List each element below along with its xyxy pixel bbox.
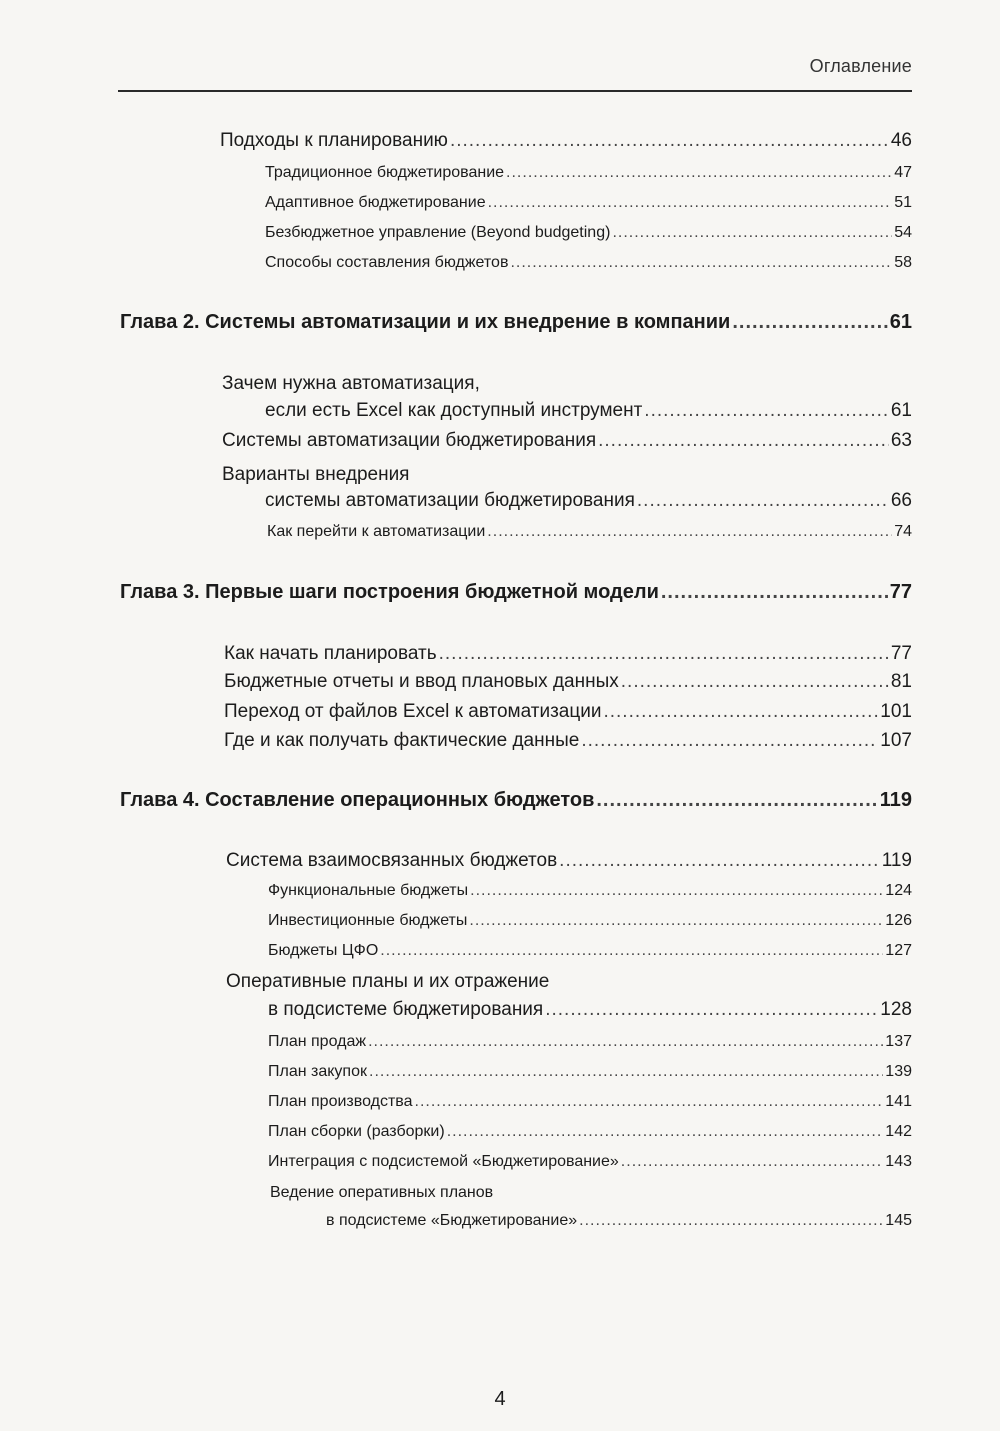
dot-leader — [621, 1153, 884, 1171]
toc-entry[interactable] — [268, 1033, 912, 1051]
toc-chapter-title: Глава 4. Составление операционных бюджетов — [120, 789, 595, 811]
toc-entry-title: Функциональные бюджеты — [268, 882, 469, 899]
toc-entry[interactable] — [268, 912, 912, 930]
toc-entry-title: План закупок — [268, 1063, 367, 1080]
toc-entry[interactable] — [224, 671, 912, 693]
toc-entry[interactable] — [268, 1063, 912, 1081]
dot-leader — [450, 130, 889, 152]
toc-entry-page: 141 — [885, 1093, 912, 1110]
toc-entry[interactable] — [265, 224, 912, 242]
toc-entry-page: 54 — [894, 224, 912, 241]
toc-entry-page: 127 — [885, 942, 912, 959]
toc-entry-title: Инвестиционные бюджеты — [268, 912, 468, 929]
dot-leader — [439, 643, 889, 665]
toc-entry-title-line[interactable]: Ведение оперативных планов — [270, 1184, 494, 1201]
toc-entry[interactable] — [265, 254, 912, 272]
toc-entry-title-line[interactable]: Зачем нужна автоматизация, — [222, 373, 480, 394]
toc-entry-title-line[interactable]: Оперативные планы и их отражение — [226, 971, 550, 992]
dot-leader — [581, 730, 878, 752]
toc-entry-title: План продаж — [268, 1033, 367, 1050]
dot-leader — [612, 224, 892, 242]
dot-leader — [470, 882, 883, 900]
dot-leader — [545, 999, 878, 1021]
toc-entry[interactable] — [265, 194, 912, 212]
toc-entry-title: Адаптивное бюджетирование — [265, 194, 486, 211]
dot-leader — [598, 430, 889, 452]
toc-entry-page: 142 — [885, 1123, 912, 1140]
toc-entry[interactable] — [226, 850, 912, 872]
toc-entry-page: 77 — [890, 643, 912, 664]
toc-entry-title: Бюджеты ЦФО — [268, 942, 379, 959]
toc-entry-title: Традиционное бюджетирование — [265, 164, 505, 181]
dot-leader — [621, 671, 889, 693]
toc-entry-page: 124 — [885, 882, 912, 899]
toc-entry-page: 46 — [890, 130, 912, 151]
toc-entry-title: Как перейти к автоматизации — [267, 523, 486, 540]
toc-entry-title: Безбюджетное управление (Beyond budgeting) — [265, 224, 611, 241]
dot-leader — [510, 254, 892, 272]
toc-chapter[interactable] — [120, 311, 912, 334]
toc-entry[interactable] — [220, 130, 912, 152]
toc-chapter[interactable] — [120, 581, 912, 604]
toc-entry-page: 143 — [885, 1153, 912, 1170]
toc-entry-page: 47 — [894, 164, 912, 181]
dot-leader — [415, 1093, 884, 1111]
toc-chapter-page: 61 — [889, 311, 912, 333]
dot-leader — [487, 523, 892, 541]
header-title: Оглавление — [809, 56, 912, 76]
dot-leader — [506, 164, 892, 182]
toc-entry-page: 101 — [880, 701, 912, 722]
toc-chapter-page: 119 — [879, 789, 912, 811]
dot-leader — [644, 400, 889, 422]
toc-entry[interactable] — [268, 999, 912, 1021]
toc-entry[interactable] — [224, 701, 912, 723]
dot-leader — [559, 850, 880, 872]
toc-entry-title: План производства — [268, 1093, 413, 1110]
toc-entry[interactable] — [265, 164, 912, 182]
toc-entry[interactable] — [268, 1153, 912, 1171]
toc-entry-page: 139 — [885, 1063, 912, 1080]
dot-leader — [579, 1212, 883, 1230]
toc-entry-page: 145 — [885, 1212, 912, 1229]
toc-entry-title: Системы автоматизации бюджетирования — [222, 430, 597, 451]
toc-entry-title: План сборки (разборки) — [268, 1123, 445, 1140]
toc-entry-title: Бюджетные отчеты и ввод плановых данных — [224, 671, 619, 692]
toc-entry-title: в подсистеме бюджетирования — [268, 999, 544, 1020]
toc-entry-page: 58 — [894, 254, 912, 271]
dot-leader — [488, 194, 893, 212]
toc-entry-title: если есть Excel как доступный инструмент — [265, 400, 643, 421]
toc-entry-title: Переход от файлов Excel к автоматизации — [224, 701, 602, 722]
toc-entry[interactable] — [268, 1123, 912, 1141]
toc-entry[interactable] — [267, 523, 912, 541]
toc-entry-page: 119 — [881, 850, 912, 871]
dot-leader — [637, 490, 889, 512]
toc-entry[interactable] — [224, 643, 912, 665]
toc-entry[interactable] — [268, 942, 912, 960]
toc-chapter-title: Глава 3. Первые шаги построения бюджетной модели — [120, 581, 659, 603]
dot-leader — [469, 912, 883, 930]
dot-leader — [447, 1123, 884, 1141]
dot-leader — [369, 1063, 883, 1081]
dot-leader — [368, 1033, 883, 1051]
toc-entry-title: Способы составления бюджетов — [265, 254, 509, 271]
dot-leader — [603, 701, 878, 723]
toc-entry-title: системы автоматизации бюджетирования — [265, 490, 635, 511]
dot-leader — [661, 581, 888, 604]
toc-chapter-page: 77 — [889, 581, 912, 603]
toc-entry-page: 126 — [885, 912, 912, 929]
toc-entry[interactable] — [268, 1093, 912, 1111]
toc-entry-page: 51 — [894, 194, 912, 211]
toc-entry[interactable] — [326, 1212, 912, 1230]
page-number: 4 — [494, 1388, 506, 1410]
toc-entry-title: Где и как получать фактические данные — [224, 730, 580, 751]
dot-leader — [732, 311, 887, 334]
toc-entry-page: 137 — [885, 1033, 912, 1050]
toc-entry-title: Как начать планировать — [224, 643, 437, 664]
toc-entry-page: 61 — [890, 400, 912, 421]
toc-entry-page: 74 — [894, 523, 912, 540]
toc-entry-title: Подходы к планированию — [220, 130, 448, 151]
toc-entry-title: в подсистеме «Бюджетирование» — [326, 1212, 578, 1229]
toc-entry-page: 107 — [880, 730, 912, 751]
dot-leader — [596, 789, 877, 812]
toc-entry-title: Интеграция с подсистемой «Бюджетирование» — [268, 1153, 619, 1170]
toc-entry[interactable] — [224, 730, 912, 752]
toc-entry-title: Система взаимосвязанных бюджетов — [226, 850, 558, 871]
dot-leader — [380, 942, 883, 960]
toc-entry-page: 66 — [890, 490, 912, 511]
toc-entry[interactable] — [268, 882, 912, 900]
toc-chapter[interactable] — [120, 789, 912, 812]
toc-entry[interactable] — [222, 430, 912, 452]
toc-entry-page: 81 — [890, 671, 912, 692]
toc-entry[interactable] — [265, 490, 912, 512]
toc-entry-page: 63 — [890, 430, 912, 451]
toc-entry[interactable] — [265, 400, 912, 422]
toc-chapter-title: Глава 2. Системы автоматизации и их внедрение в компании — [120, 311, 731, 333]
toc-entry-title-line[interactable]: Варианты внедрения — [222, 464, 410, 485]
toc-entry-page: 128 — [880, 999, 912, 1020]
header-divider — [118, 90, 912, 92]
